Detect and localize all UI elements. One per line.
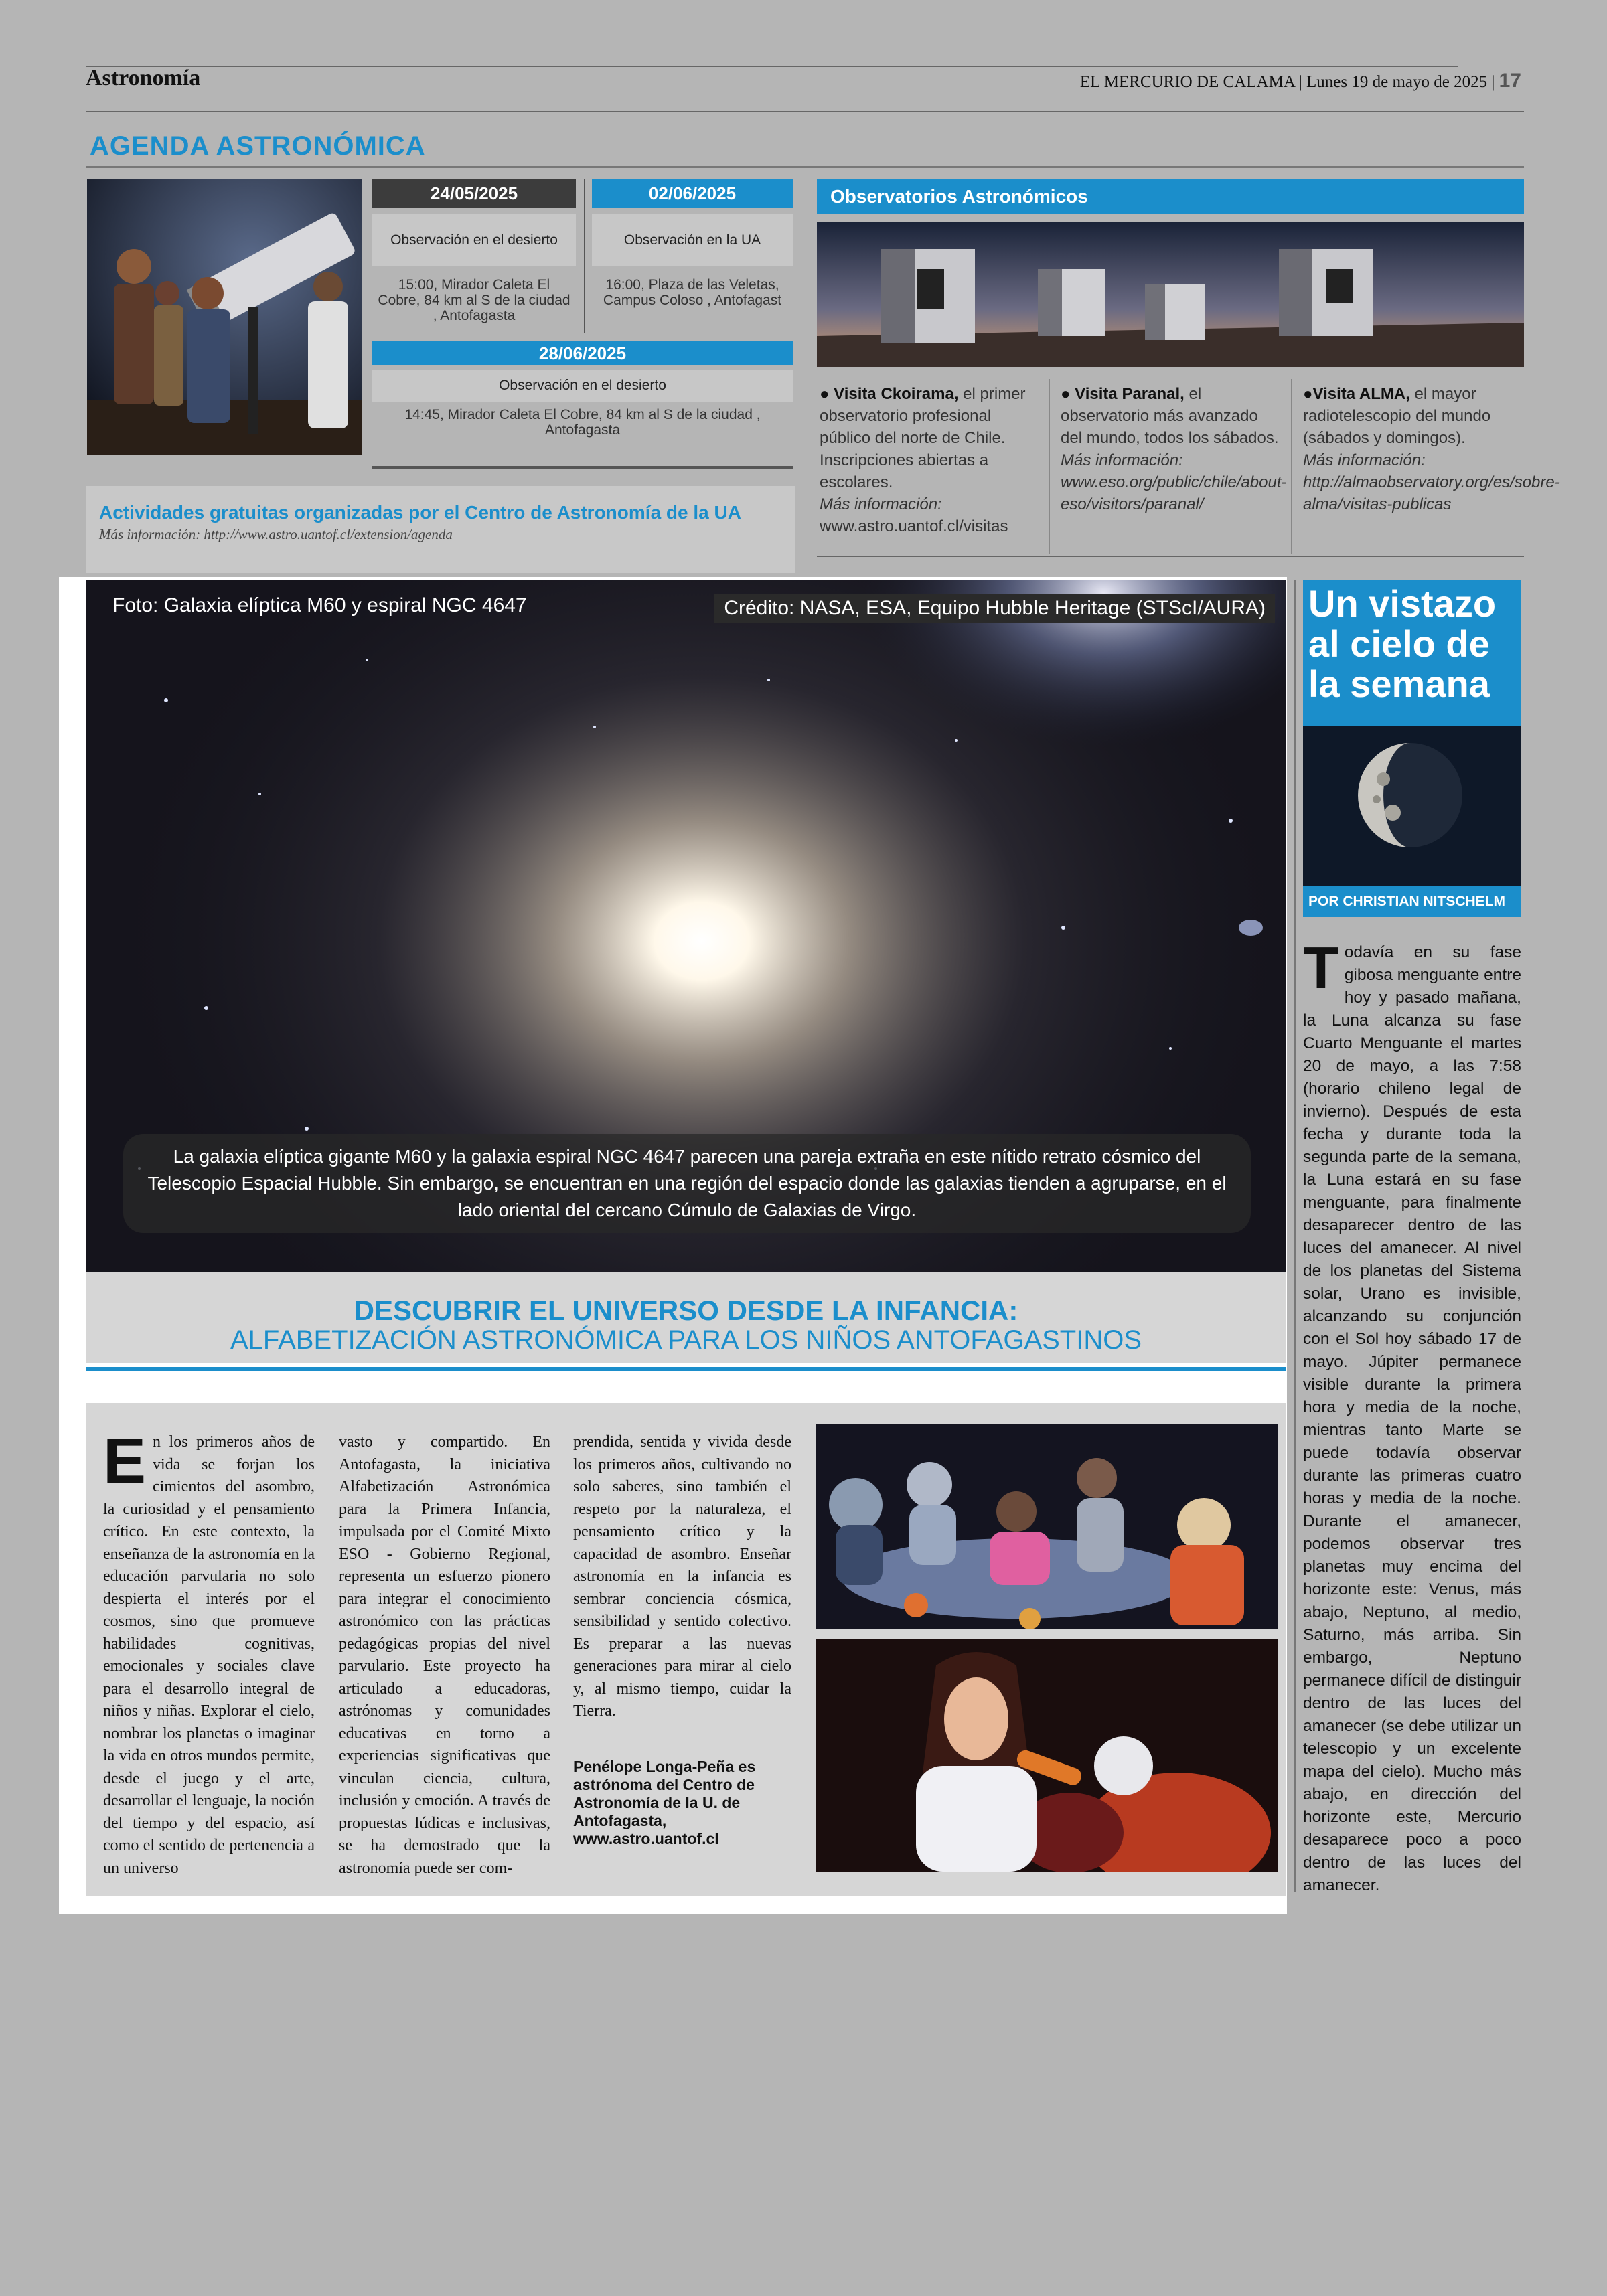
article-column-3: prendida, sentida y vivida desde los primeros años, cultivando no solo saberes, sino también el respeto por la naturaleza, el pensamiento crítico y la capacidad de asombro. Enseñar astronomía en la infancia es sembrar conciencia cósmica, sensibilidad y sentido colectivo. Es preparar a las nuevas generaciones para mirar al cielo y, al mismo tiempo, cuidar la Tierra.	[573, 1433, 791, 1720]
section-title: Astronomía	[86, 66, 201, 90]
article-dropcap: E	[103, 1425, 147, 1497]
sidebar-rule	[1294, 580, 1296, 1892]
kids-planetarium-image	[816, 1424, 1278, 1629]
telescope-photo	[87, 179, 362, 455]
girl-image	[816, 1639, 1278, 1872]
header-rule	[86, 111, 1524, 112]
top-rule	[86, 66, 1458, 67]
photo-label: Foto: Galaxia elíptica M60 y espiral NGC 4647	[112, 594, 527, 617]
moon-icon	[1303, 726, 1521, 886]
article-author: Penélope Longa-Peña es astrónoma del Centro de Astronomía de la U. de Antofagasta, www.astro.uantof.cl	[573, 1758, 756, 1848]
agenda-title: AGENDA ASTRONÓMICA	[90, 131, 426, 161]
article-column-2: vasto y compartido. En Antofagasta, la iniciativa Alfabetización Astronómica para la Primera Infancia, impulsada por el Comité Mixto ESO - Gobierno Regional, representa un esfuerzo pionero para integrar el conocimiento astronómico con las prácticas pedagógicas propias del nivel parvulario. Este proyecto ha articulado a educadoras, astrónomas y comunidades educativas en torno a experiencias significativas que vinculan ciencia, cultura, inclusión y emoción. A través de propuestas lúdicas e inclusivas, se ha demostrado que la astronomía puede ser com-	[339, 1433, 550, 1877]
kids-photo-top	[816, 1424, 1278, 1629]
visit-alma-link[interactable]: http://almaobservatory.org/es/sobre-alma/visitas-publicas	[1303, 473, 1560, 513]
visit-ckoirama-link[interactable]: www.astro.uantof.cl/visitas	[820, 517, 1008, 536]
event-3-details: 14:45, Mirador Caleta El Cobre, 84 km al S de la ciudad , Antofagasta	[404, 407, 761, 438]
event-1-date: 24/05/2025	[372, 179, 576, 208]
photo-caption: La galaxia elíptica gigante M60 y la galaxia espiral NGC 4647 parecen una pareja extraña en este nítido retrato cósmico del Telescopio Espacial Hubble. Sin embargo, se encuentran en una región del espacio donde las galaxias tienden a agruparse, en el lado oriental del cercano Cúmulo de Galaxias de Virgo.	[123, 1134, 1251, 1233]
vlt-image	[817, 222, 1524, 367]
visit-paranal-link[interactable]: www.eso.org/public/chile/about-eso/visitors/paranal/	[1061, 473, 1287, 513]
visit-ckoirama-name: ● Visita Ckoirama,	[820, 385, 959, 403]
telescope-image	[87, 179, 362, 455]
observatories-bottom-rule	[817, 556, 1524, 557]
event-3-date: 28/06/2025	[372, 341, 793, 365]
moon-photo	[1303, 726, 1521, 886]
newspaper-name: EL MERCURIO DE CALAMA	[1079, 73, 1295, 91]
event-1-details: 15:00, Mirador Caleta El Cobre, 84 km al S de la ciudad , Antofagasta	[378, 277, 570, 323]
agenda-rule	[86, 166, 1524, 168]
event-3-title: Observación en el desierto	[372, 370, 793, 402]
sidebar-text: Todavía en su fase gibosa menguante entre hoy y pasado mañana, la Luna alcanza su fase Cuarto Menguante el martes 20 de mayo, a las 7:58 (horario chileno legal de invierno). Después de esta fecha y durante toda la segunda parte de la semana, la Luna estará en su fase menguante, para finalmente desaparecer dentro de las luces del amanecer. Al nivel de los planetas del Sistema solar, Urano es invisible, alcanzando su conjunción con el Sol hoy sábado 17 de mayo. Júpiter permanece visible durante la primera hora y media de la noche, mientras tanto Marte se puede todavía observar durante las primeras cuatro horas y media de la noche. Durante el amanecer, podemos observar tres planetas muy encima del horizonte este: Venus, más abajo, Neptuno, al medio, Saturno, más arriba. Sin embargo, Neptuno permanece difícil de distinguir dentro de las luces del amanecer (se debe utilizar un telescopio y un excelente mapa del cielo). Mucho más abajo, en dirección del horizonte este, Mercurio desaparece poco a poco dentro de las luces del amanecer.	[1303, 934, 1522, 1894]
agenda-bottom-rule	[372, 466, 793, 469]
observatories-title: Observatorios Astronómicos	[817, 179, 1524, 214]
kids-photo-bottom	[816, 1639, 1278, 1872]
event-2-date: 02/06/2025	[592, 179, 793, 208]
observatories-photo	[817, 222, 1524, 367]
sidebar-author: POR CHRISTIAN NITSCHELM	[1303, 886, 1521, 917]
page-folio: EL MERCURIO DE CALAMA | Lunes 19 de mayo de 2025 | 17	[1079, 70, 1521, 92]
sidebar-dropcap: T	[1303, 934, 1339, 1001]
photo-credit: Crédito: NASA, ESA, Equipo Hubble Heritage (STScI/AURA)	[714, 594, 1275, 623]
activities-more-info: Más información: http://www.astro.uantof.cl/extension/agenda	[99, 526, 453, 542]
issue-date: Lunes 19 de mayo de 2025	[1306, 73, 1488, 91]
page-number: 17	[1499, 70, 1521, 92]
visit-alma: ●Visita ALMA, el mayor radiotelescopio del mundo (sábados y domingos). Más información: http://almaobservatory.org/es/sobre-alma/visitas-publicas	[1303, 385, 1560, 513]
visit-divider-2	[1291, 379, 1292, 554]
event-2-details: 16:00, Plaza de las Veletas, Campus Coloso , Antofagast	[603, 277, 782, 308]
event-1-title: Observación en el desierto	[372, 214, 576, 266]
article-column-1: En los primeros años de vida se forjan los cimientos del asombro, la curiosidad y el pensamiento crítico. En este contexto, la enseñanza de la astronomía en la educación parvularia no solo despierta el interés por el cosmos, sino que promueve habilidades cognitivas, emocionales y sociales clave para el desarrollo integral de niños y niñas. Explorar el cielo, nombrar los planetas o imaginar la vida en otros mundos permite, desde el juego y el arte, desarrollar el lenguaje, la noción del tiempo y del espacio, así como el sentido de pertenencia a un universo	[103, 1425, 315, 1877]
event-divider	[584, 179, 585, 333]
article-subheadline: ALFABETIZACIÓN ASTRONÓMICA PARA LOS NIÑOS ANTOFAGASTINOS	[230, 1325, 1142, 1355]
visit-ckoirama: ● Visita Ckoirama, el primer observatorio profesional público del norte de Chile. Inscripciones abiertas a escolares. Más información: www.astro.uantof.cl/visitas	[820, 385, 1026, 536]
visit-paranal: ● Visita Paranal, el observatorio más avanzado del mundo, todos los sábados. Más información: www.eso.org/public/chile/about-eso/visitors/paranal/	[1061, 385, 1287, 513]
article-headline: DESCUBRIR EL UNIVERSO DESDE LA INFANCIA:	[354, 1295, 1018, 1326]
activities-title: Actividades gratuitas organizadas por el Centro de Astronomía de la UA	[99, 502, 741, 523]
headline-rule	[86, 1367, 1286, 1371]
event-2-title: Observación en la UA	[592, 214, 793, 266]
sidebar-title: Un vistazo al cielo de la semana	[1308, 582, 1497, 705]
visit-divider-1	[1049, 379, 1050, 554]
